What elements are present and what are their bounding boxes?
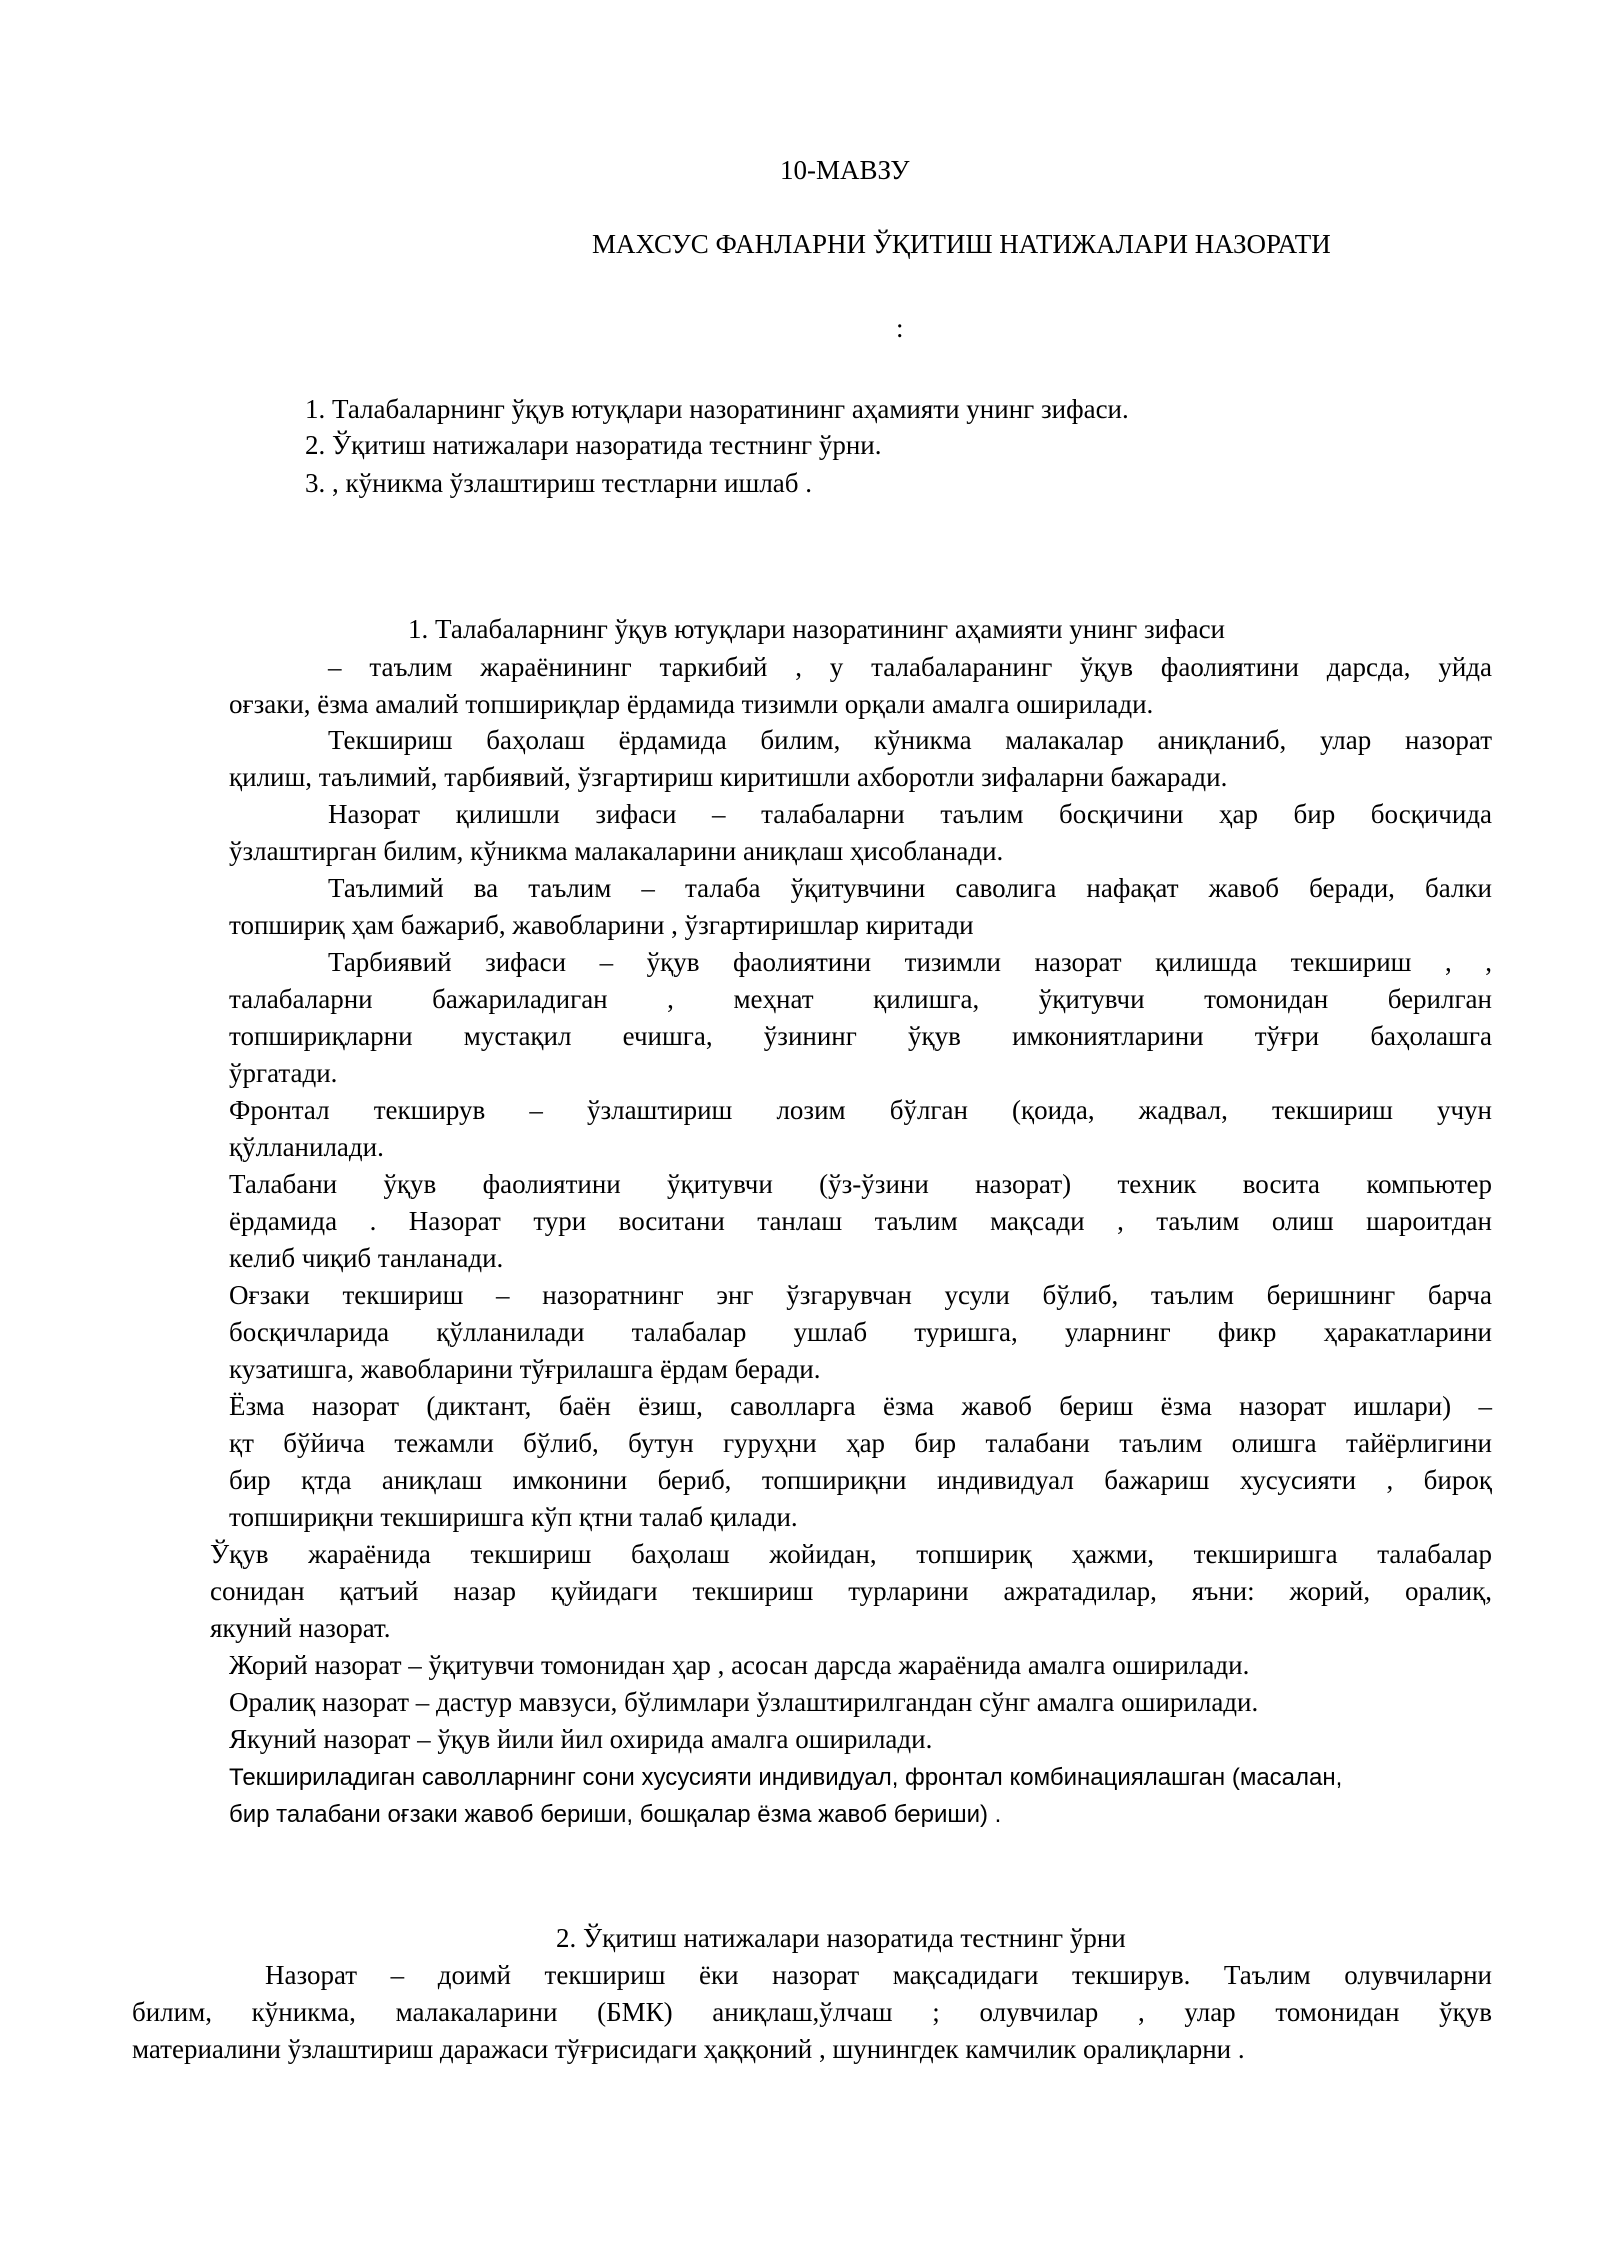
paragraph-line: қилиш, таълимий, тарбиявий, ўзгартириш киритишли ахборотли зифаларни бажаради. — [229, 762, 1228, 792]
paragraph-line: Тарбиявий зифаси – ўқув фаолиятини тизимли назорат қилишда текшириш , , — [328, 947, 1492, 977]
paragraph-line: материалини ўзлаштириш даражаси тўғрисидаги ҳаққоний , шунингдек камчилик оралиқларни . — [132, 2034, 1245, 2064]
paragraph-line: ўргатади. — [229, 1058, 338, 1088]
paragraph-line: Оғзаки текшириш – назоратнинг энг ўзгарувчан усули бўлиб, таълим беришнинг барча — [229, 1280, 1492, 1310]
paragraph-line: Якуний назорат – ўқув йили йил охирида амалга оширилади. — [229, 1724, 933, 1754]
section-heading: 1. Талабаларнинг ўқув ютуқлари назоратининг аҳамияти унинг зифаси — [408, 614, 1226, 644]
paragraph-line: ўзлаштирган билим, кўникма малакаларини аниқлаш ҳисобланади. — [229, 836, 1004, 866]
topic-title: МАХСУС ФАНЛАРНИ ЎҚИТИШ НАТИЖАЛАРИ НАЗОРАТИ — [592, 229, 1331, 259]
topic-colon: : — [896, 313, 904, 343]
paragraph-line: якуний назорат. — [210, 1613, 391, 1643]
paragraph-line: топшириқни текширишга кўп қтни талаб қилади. — [229, 1502, 798, 1532]
paragraph-line: – таълим жараёнининг таркибий , у талабаларанинг ўқув фаолиятини дарсда, уйда — [328, 652, 1492, 682]
outline-item: 3. , кўникма ўзлаштириш тестларни ишлаб . — [305, 468, 813, 498]
paragraph-line: ёрдамида . Назорат тури воситани танлаш таълим мақсади , таълим олиш шароитдан — [229, 1206, 1492, 1236]
paragraph-line: сонидан қатъий назар қуйидаги текшириш турларини ажратадилар, яъни: жорий, оралиқ, — [210, 1576, 1492, 1606]
outline-item: 1. Талабаларнинг ўқув ютуқлари назоратининг аҳамияти унинг зифаси. — [305, 394, 1129, 424]
paragraph-line: талабаларни бажариладиган , меҳнат қилишга, ўқитувчи томонидан берилган — [229, 984, 1492, 1014]
paragraph-line: кузатишга, жавобларини тўғрилашга ёрдам беради. — [229, 1354, 821, 1384]
paragraph-line: бир қтда аниқлаш имконини бериб, топшириқни индивидуал бажариш хусусияти , бироқ — [229, 1465, 1492, 1495]
paragraph-line: оғзаки, ёзма амалий топшириқлар ёрдамида тизимли орқали амалга оширилади. — [229, 689, 1154, 719]
paragraph-line: топшириқларни мустақил ечишга, ўзининг ўқув имкониятларини тўғри баҳолашга — [229, 1021, 1492, 1051]
paragraph-line: келиб чиқиб танланади. — [229, 1243, 504, 1273]
paragraph-line: Жорий назорат – ўқитувчи томонидан ҳар , асосан дарсда жараёнида амалга оширилади. — [229, 1650, 1250, 1680]
topic-number: 10-МАВЗУ — [780, 155, 910, 185]
paragraph-line: Текшириладиган саволларнинг сони хусусияти индивидуал, фронтал комбинациялашган (масалан, — [229, 1764, 1343, 1791]
paragraph-line: Ўқув жараёнида текшириш баҳолаш жойидан, топшириқ ҳажми, текширишга талабалар — [210, 1539, 1492, 1569]
paragraph-line: Текшириш баҳолаш ёрдамида билим, кўникма малакалар аниқланиб, улар назорат — [328, 725, 1492, 755]
outline-item: 2. Ўқитиш натижалари назоратида тестнинг ўрни. — [305, 430, 882, 460]
paragraph-line: қўлланилади. — [229, 1132, 384, 1162]
paragraph-line: Оралиқ назорат – дастур мавзуси, бўлимлари ўзлаштирилгандан сўнг амалга оширилади. — [229, 1687, 1259, 1717]
paragraph-line: Назорат – доимй текшириш ёки назорат мақсадидаги текширув. Таълим олувчиларни — [265, 1960, 1492, 1990]
paragraph-line: топшириқ ҳам бажариб, жавобларини , ўзгартиришлар киритади — [229, 910, 974, 940]
paragraph-line: Ёзма назорат (диктант, баён ёзиш, саволларга ёзма жавоб бериш ёзма назорат ишлари) – — [229, 1391, 1492, 1421]
paragraph-line: Фронтал текширув – ўзлаштириш лозим бўлган (қоида, жадвал, текшириш учун — [229, 1095, 1492, 1125]
paragraph-line: бир талабани оғзаки жавоб бериши, бошқалар ёзма жавоб бериши) . — [229, 1801, 1002, 1828]
paragraph-line: билим, кўникма, малакаларини (БМК) аниқлаш,ўлчаш ; олувчилар , улар томонидан ўқув — [132, 1997, 1492, 2027]
paragraph-line: қт бўйича тежамли бўлиб, бутун гуруҳни ҳар бир талабани таълим олишга тайёрлигини — [229, 1428, 1492, 1458]
paragraph-line: Талабани ўқув фаолиятини ўқитувчи (ўз-ўзини назорат) техник восита компьютер — [229, 1169, 1492, 1199]
paragraph-line: босқичларида қўлланилади талабалар ушлаб туришга, уларнинг фикр ҳаракатларини — [229, 1317, 1492, 1347]
paragraph-line: Назорат қилишли зифаси – талабаларни таълим босқичини ҳар бир босқичида — [328, 799, 1492, 829]
paragraph-line: Таълимий ва таълим – талаба ўқитувчини саволига нафақат жавоб беради, балки — [328, 873, 1492, 903]
section-heading: 2. Ўқитиш натижалари назоратида тестнинг ўрни — [556, 1923, 1126, 1953]
